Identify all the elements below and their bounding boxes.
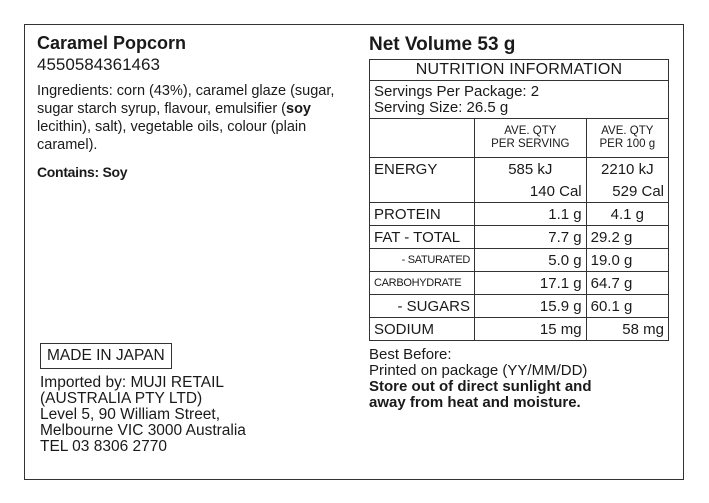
value-per-100g: 64.7 g <box>586 272 668 295</box>
header-per-serving-line2: PER SERVING <box>491 138 570 150</box>
importer-line: Melbourne VIC 3000 Australia <box>40 422 246 439</box>
importer-line: (AUSTRALIA PTY LTD) <box>40 390 203 407</box>
value-per-serving: 585 kJ <box>475 158 587 181</box>
value-per-serving: 17.1 g <box>475 272 587 295</box>
table-row <box>370 249 669 272</box>
ingredients-suffix: lecithin), salt), vegetable oils, colour (plain caramel). <box>37 119 307 153</box>
nutrition-title: NUTRITION INFORMATION <box>369 59 669 81</box>
value-per-100g: 529 Cal <box>586 180 668 203</box>
table-row <box>370 180 669 203</box>
table-row <box>370 272 669 295</box>
nutrient-name: - SUGARS <box>370 295 475 318</box>
storage-instruction-line2: away from heat and moisture. <box>369 394 581 411</box>
value-per-100g: 4.1 g <box>586 203 668 226</box>
product-name: Caramel Popcorn <box>37 33 187 53</box>
header-per-100g-line1: AVE. QTY <box>601 125 654 137</box>
serving-size: Serving Size: 26.5 g <box>374 99 509 116</box>
nutrient-name: CARBOHYDRATE <box>370 272 475 295</box>
servings-per-package: Servings Per Package: 2 <box>374 83 540 100</box>
importer-line: Imported by: MUJI RETAIL <box>40 374 225 391</box>
printed-on-package: Printed on package (YY/MM/DD) <box>369 362 588 379</box>
header-per-serving-line1: AVE. QTY <box>504 125 557 137</box>
ingredients-text <box>37 82 362 154</box>
allergen-statement: Contains: Soy <box>37 164 128 180</box>
value-per-100g: 19.0 g <box>586 249 668 272</box>
nutrition-panel <box>369 33 669 411</box>
nutrient-name: ENERGY <box>370 158 475 181</box>
net-volume: Net Volume 53 g <box>369 34 516 55</box>
importer-info <box>40 375 360 455</box>
best-before-label: Best Before: <box>369 346 452 363</box>
nutrient-name: FAT - TOTAL <box>370 226 475 249</box>
header-per-serving <box>475 119 587 158</box>
value-per-serving: 1.1 g <box>475 203 587 226</box>
header-blank <box>370 119 475 158</box>
header-per-100g <box>586 119 668 158</box>
value-per-serving: 15.9 g <box>475 295 587 318</box>
importer-line: Level 5, 90 William Street, <box>40 406 221 423</box>
storage-instruction-line1: Store out of direct sunlight and <box>369 378 592 395</box>
table-row <box>370 295 669 318</box>
nutrient-name: SODIUM <box>370 318 475 341</box>
value-per-serving: 7.7 g <box>475 226 587 249</box>
value-per-serving: 140 Cal <box>475 180 587 203</box>
allergen-soy: soy <box>286 101 312 117</box>
value-per-100g: 60.1 g <box>586 295 668 318</box>
value-per-serving: 15 mg <box>475 318 587 341</box>
table-row <box>370 158 669 181</box>
header-per-100g-line2: PER 100 g <box>599 138 656 150</box>
servings-info <box>369 81 669 118</box>
barcode-number: 4550584361463 <box>37 55 160 74</box>
value-per-100g: 2210 kJ <box>586 158 668 181</box>
nutrition-table <box>369 118 669 341</box>
value-per-serving: 5.0 g <box>475 249 587 272</box>
table-row <box>370 318 669 341</box>
ingredients-prefix: Ingredients: corn (43%), caramel glaze (sugar, sugar starch syrup, flavour, emulsifier ( <box>37 83 335 117</box>
product-info <box>37 33 362 180</box>
storage-info <box>369 347 669 411</box>
product-label <box>24 24 684 480</box>
value-per-100g: 29.2 g <box>586 226 668 249</box>
nutrient-name <box>370 180 475 203</box>
table-header-row <box>370 119 669 158</box>
table-row <box>370 203 669 226</box>
importer-line: TEL 03 8306 2770 <box>40 438 167 455</box>
value-per-100g: 58 mg <box>586 318 668 341</box>
country-of-origin: MADE IN JAPAN <box>40 343 172 369</box>
table-row <box>370 226 669 249</box>
nutrient-name: - SATURATED <box>370 249 475 272</box>
nutrient-name: PROTEIN <box>370 203 475 226</box>
